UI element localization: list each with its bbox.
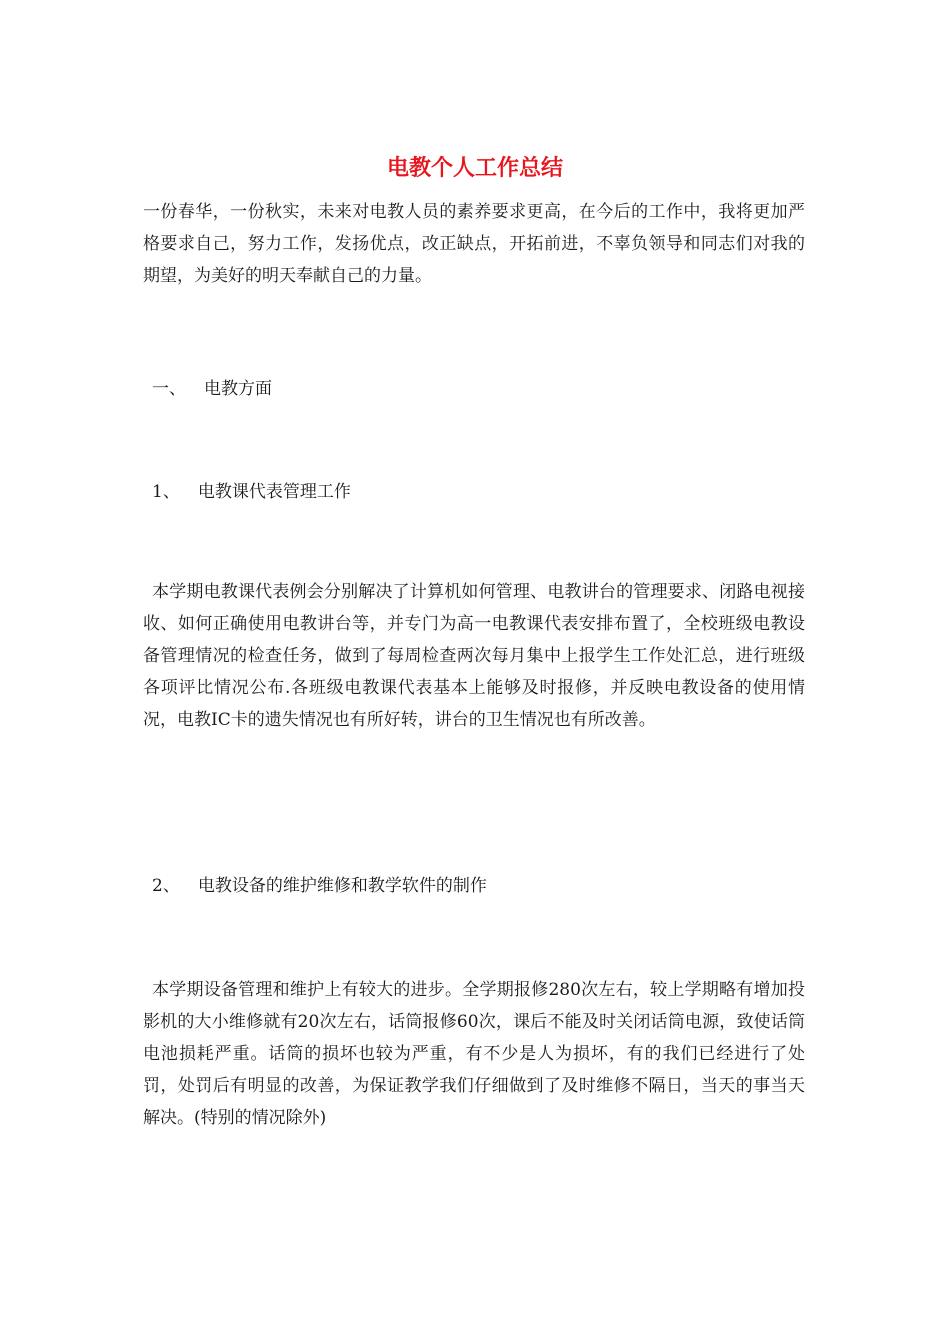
- subsection-title: 电教课代表管理工作: [197, 482, 351, 502]
- section-title: 电教方面: [204, 379, 272, 399]
- subsection-heading-1: [152, 476, 351, 508]
- subsection-number: 1、: [152, 482, 180, 502]
- subsection-title: 电教设备的维护维修和教学软件的制作: [197, 876, 487, 896]
- section-number: 一、: [152, 379, 186, 399]
- intro-paragraph: 一份春华，一份秋实，未来对电教人员的素养要求更高，在今后的工作中，我将更加严格要求自己，努力工作，发扬优点，改正缺点，开拓前进，不辜负领导和同志们对我的期望，为美好的明天奉献自己的力量。: [143, 202, 805, 286]
- subsection-1-body: 本学期电教课代表例会分别解决了计算机如何管理、电教讲台的管理要求、闭路电视接收、如何正确使用电教讲台等，并专门为高一电教课代表安排布置了，全校班级电教设备管理情况的检查任务，做到了每周检查两次每月集中上报学生工作处汇总，进行班级各项评比情况公布.各班级电教课代表基本上能够及时报修，并反映电教设备的使用情况，电教IC卡的遗失情况也有所好转，讲台的卫生情况也有所改善。: [143, 582, 805, 730]
- subsection-heading-2: [152, 870, 487, 902]
- document-title: 电教个人工作总结: [386, 155, 563, 181]
- section-heading-1: [152, 373, 272, 405]
- subsection-number: 2、: [152, 876, 180, 896]
- subsection-2-body: 本学期设备管理和维护上有较大的进步。全学期报修280次左右，较上学期略有增加投影机的大小维修就有20次左右，话筒报修60次，课后不能及时关闭话筒电源，致使话筒电池损耗严重。话筒的损坏也较为严重，有不少是人为损坏，有的我们已经进行了处罚，处罚后有明显的改善，为保证教学我们仔细做到了及时维修不隔日，当天的事当天解决。(特别的情况除外): [143, 980, 805, 1128]
